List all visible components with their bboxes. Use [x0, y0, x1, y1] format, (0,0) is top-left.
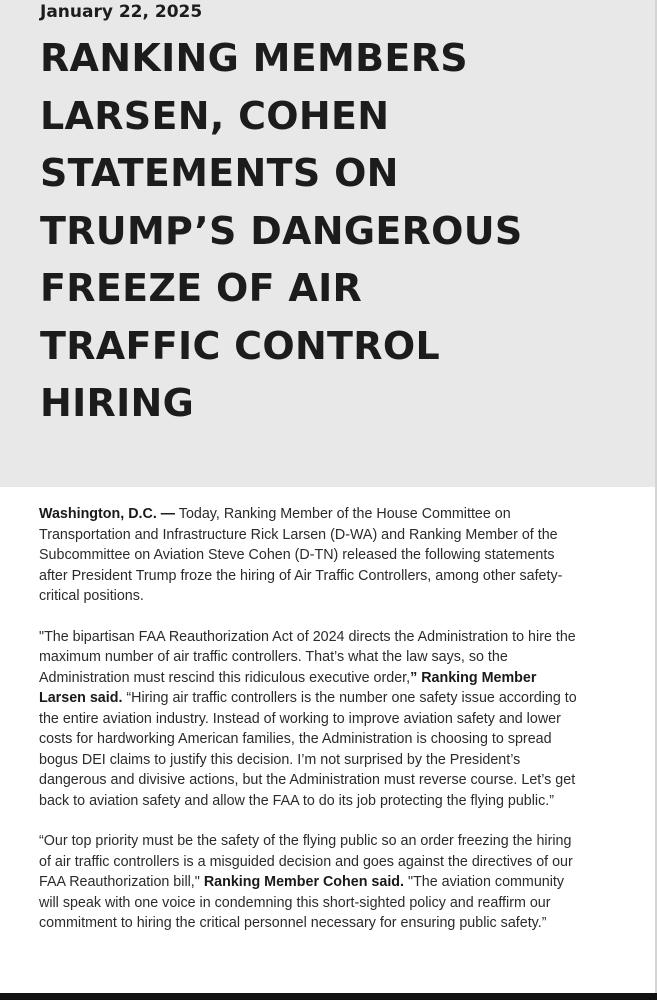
title-line: FREEZE OF AIR — [40, 266, 363, 310]
larsen-statement-paragraph — [39, 627, 635, 812]
page-title — [40, 30, 640, 433]
dateline: Washington, D.C. — — [39, 506, 176, 522]
title-line: HIRING — [40, 381, 195, 425]
title-line: LARSEN, COHEN — [40, 93, 390, 138]
paragraph-line: FAA Reauthorization bill," — [39, 874, 200, 890]
title-line: STATEMENTS ON — [40, 151, 399, 195]
release-date: January 22, 2025 — [40, 2, 203, 22]
paragraph-line: Subcommittee on Aviation Steve Cohen (D-TN) released the following statements — [39, 547, 555, 563]
paragraph-line: back to aviation safety and allow the FAA to do its job protecting the flying public.” — [39, 792, 554, 809]
title-line: RANKING MEMBERS — [40, 36, 468, 80]
paragraph-line: Today, Ranking Member of the House Committee on — [175, 506, 511, 522]
paragraph-line: Administration must rescind this ridiculous executive order, — [39, 669, 411, 686]
paragraph-line: "The bipartisan FAA Reauthorization Act of 2024 directs the Administration to hire the — [39, 628, 576, 645]
paragraph-line: critical positions. — [39, 588, 144, 604]
paragraph-line: will speak with one voice in condemning this short-sighted policy and reaffirm our — [39, 894, 551, 911]
cohen-statement-paragraph — [39, 831, 635, 934]
paragraph-line: costs for hardworking American families, the Administration is choosing to spread — [39, 731, 552, 747]
article-body — [39, 504, 635, 934]
paragraph-line: “Hiring air traffic controllers is the number one safety issue according to — [122, 690, 577, 706]
paragraph-line: dangerous and divisive actions, but the Administration must reverse course. Let’s get — [39, 772, 576, 788]
paragraph-line: bogus DEI claims to justify this decision. I’m not surprised by the President’s — [39, 751, 521, 768]
paragraph-line: "The aviation community — [404, 874, 565, 890]
paragraph-line: commitment to hiring the critical personnel necessary for ensuring public safety.” — [39, 915, 547, 931]
title-line: TRAFFIC CONTROL — [40, 323, 440, 368]
header-section — [0, 0, 657, 487]
title-line: TRUMP’S DANGEROUS — [40, 208, 523, 253]
paragraph-line: of air traffic controllers is a misguided decision and goes against the directives of our — [39, 853, 573, 870]
paragraph-line: the entire aviation industry. Instead of working to improve aviation safety and lower — [39, 710, 561, 727]
bottom-bar — [0, 993, 657, 1000]
intro-paragraph — [39, 504, 635, 607]
paragraph-line: “Our top priority must be the safety of the flying public so an order freezing the hiring — [39, 833, 572, 849]
speaker-attribution: Larsen said. — [39, 690, 123, 706]
paragraph-line: maximum number of air traffic controllers. That’s what the law says, so the — [39, 649, 508, 665]
paragraph-line: after President Trump froze the hiring of Air Traffic Controllers, among other safety- — [39, 567, 563, 584]
speaker-attribution: ” Ranking Member — [410, 669, 537, 686]
speaker-attribution: Ranking Member Cohen said. — [199, 874, 405, 890]
paragraph-line: Transportation and Infrastructure Rick Larsen (D-WA) and Ranking Member of the — [39, 526, 558, 543]
